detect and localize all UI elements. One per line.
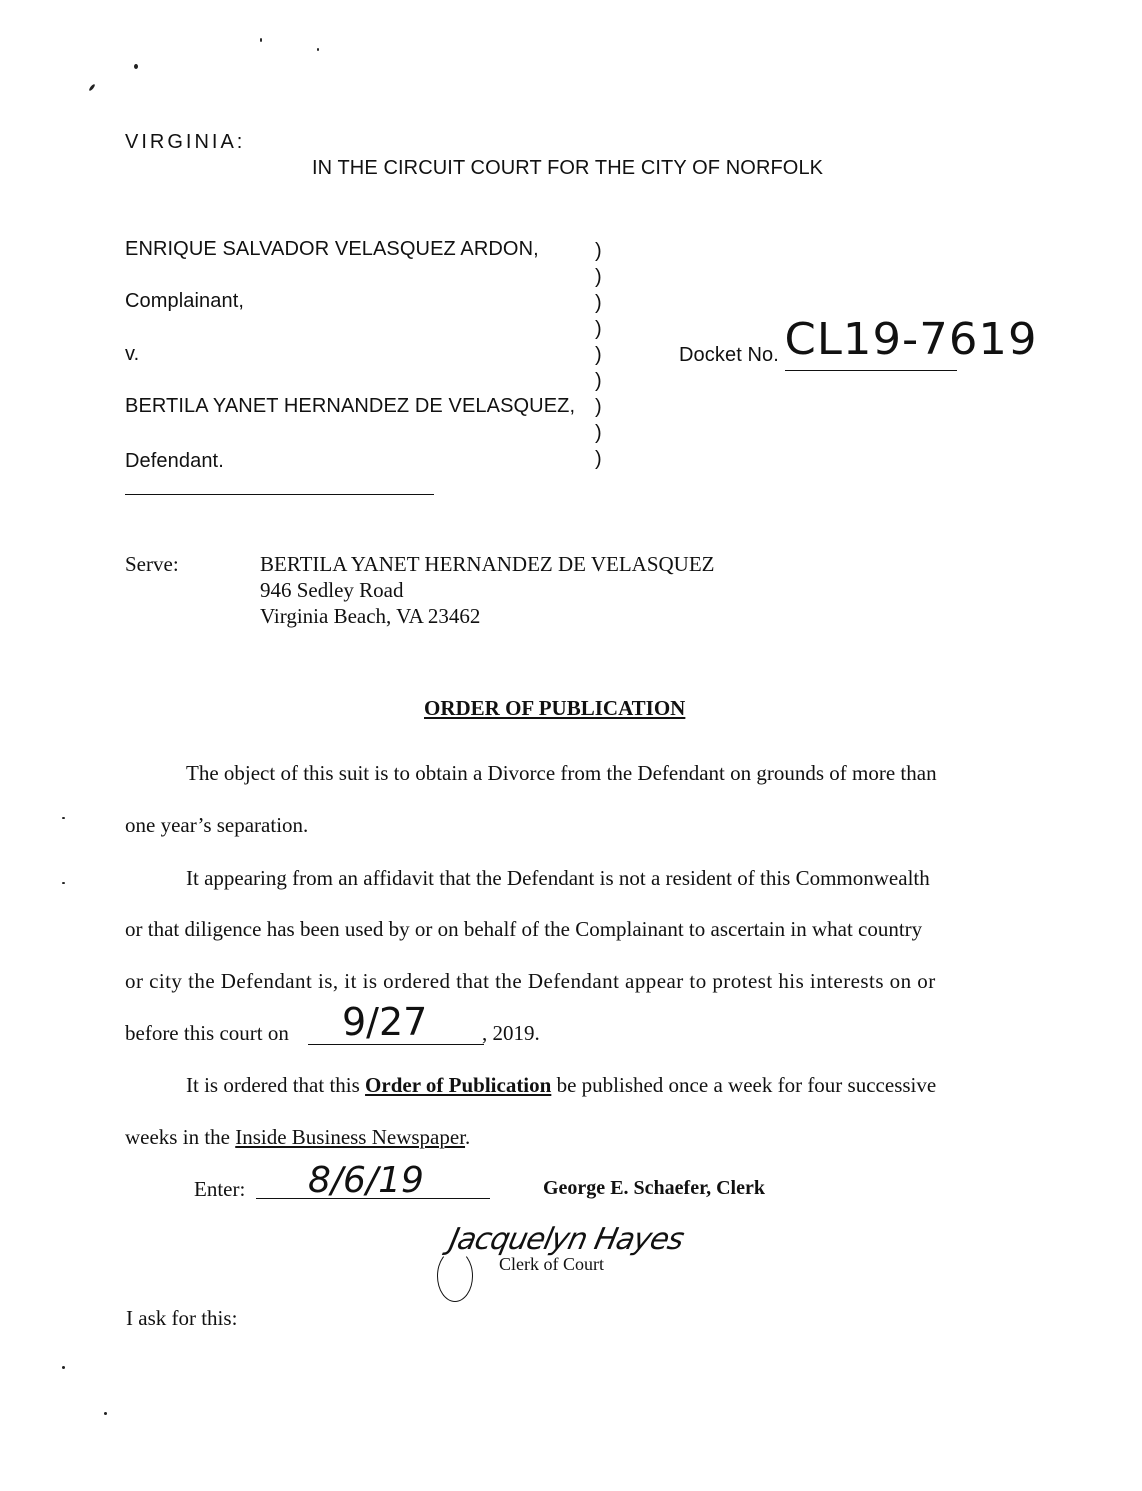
caption-bracket: ) [595,292,602,314]
scan-speck [260,38,262,42]
publication-text: be published once a week for four successive [556,1073,937,1097]
clerk-title: Clerk of Court [499,1254,604,1274]
scan-speck [62,817,65,819]
caption-bracket: ) [595,266,602,288]
enter-label: Enter: [194,1177,246,1201]
serve-label: Serve: [125,552,179,576]
caption-rule [125,494,434,495]
clerk-signature: Jacquelyn Hayes [446,1222,687,1257]
publication-text: weeks in the [125,1125,230,1149]
body-text-line: one year’s separation. [125,813,309,837]
caption-bracket: ) [595,370,602,392]
body-text-line: or city the Defendant is, it is ordered that the Defendant appear to protest his interests on or [125,969,936,993]
defendant-role: Defendant. [125,450,224,472]
body-text-line: It appearing from an affidavit that the Defendant is not a resident of this Commonwealth [186,866,930,890]
court-heading: IN THE CIRCUIT COURT FOR THE CITY OF NORFOLK [312,157,824,179]
scan-speck [104,1412,107,1415]
publication-text: It is ordered that this [186,1073,360,1097]
serve-street: 946 Sedley Road [260,578,404,602]
clerk-name: George E. Schaefer, Clerk [543,1177,765,1199]
caption-bracket: ) [595,396,602,418]
appear-date-prefix: before this court on [125,1021,289,1045]
complainant-role: Complainant, [125,290,245,312]
newspaper-name: Inside Business Newspaper [235,1125,466,1149]
defendant-name: BERTILA YANET HERNANDEZ DE VELASQUEZ, [125,395,576,417]
body-text-line [125,1125,470,1150]
scan-speck [62,882,65,884]
caption-bracket: ) [595,344,602,366]
order-title: ORDER OF PUBLICATION [424,696,686,720]
body-text-line [186,1073,936,1098]
scan-speck [88,83,95,91]
appear-date-suffix: , 2019. [482,1021,540,1045]
caption-bracket: ) [595,422,602,444]
complainant-name: ENRIQUE SALVADOR VELASQUEZ ARDON, [125,238,539,260]
scan-speck [317,48,319,51]
ask-for-this: I ask for this: [126,1306,238,1330]
serve-city: Virginia Beach, VA 23462 [260,604,481,628]
scan-speck [62,1366,65,1369]
enter-date: 8/6/19 [308,1160,424,1201]
docket-number: CL19-7619 [784,314,1038,365]
scan-speck [134,64,138,69]
serve-name: BERTILA YANET HERNANDEZ DE VELASQUEZ [260,552,715,576]
signature-loop [437,1250,473,1302]
publication-emphasis: Order of Publication [365,1073,552,1097]
body-text-line: The object of this suit is to obtain a Divorce from the Defendant on grounds of more than [186,761,937,785]
caption-bracket: ) [595,318,602,340]
publication-text: . [465,1125,471,1149]
appear-date: 9/27 [342,1000,428,1044]
state-heading: VIRGINIA: [125,131,246,153]
docket-label: Docket No. [679,344,779,366]
caption-bracket: ) [595,448,602,470]
versus-label: v. [125,343,140,365]
body-text-line: or that diligence has been used by or on behalf of the Complainant to ascertain in what country [125,917,923,941]
caption-bracket: ) [595,240,602,262]
